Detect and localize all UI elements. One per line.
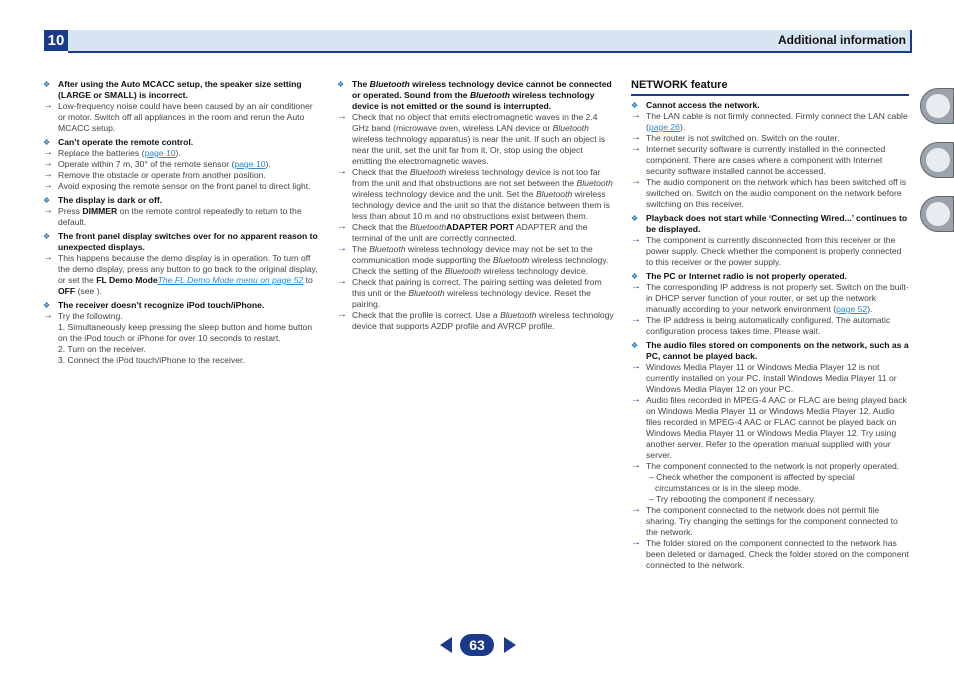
text-run: ). [96,286,102,296]
answer-item [337,167,615,222]
text-run: The corresponding IP address is not properly set. Switch on the built-in DHCP server function of your router, or set up the network manually according to your network environment ( [646,282,909,314]
answer-item [337,112,615,167]
text-run: Audio files recorded in MPEG-4 AAC or FLAC are being played back on Windows Media Player 11 or Windows Media Player 12. Audio files recorded in MPEG-4 AAC or FLAC cannot be played back on Windows Media Player 11 or Windows Media Player 12. Try using another server. Refer to the operation manual supplied with your server. [646,395,907,460]
header-rule [68,51,912,53]
arrow-bullet-icon: → [631,143,641,154]
text-run: ADAPTER and the [513,222,588,232]
step-item [43,344,320,355]
text-run: The display is dark or off. [58,195,163,205]
header-edge [910,30,912,51]
text-run: Bluetooth [576,178,613,188]
text-run: Can’t operate the remote control. [58,137,194,147]
question-heading [631,340,909,362]
arrow-bullet-icon: → [631,281,641,292]
page-navigator [438,634,518,656]
diamond-bullet-icon: ❖ [631,341,639,350]
answer-item [631,133,909,144]
page-link[interactable]: page 10 [234,159,266,169]
text-run: Bluetooth [492,255,530,265]
answer-item [631,362,909,395]
arrow-bullet-icon: → [43,147,53,158]
column-left [43,76,320,366]
text-run: Low-frequency noise could have been caused by an air conditioner or motor. Switch off all appliances in the room and rerun the Auto MCACC setup. [58,101,313,133]
arrow-bullet-icon: → [337,243,347,254]
question-heading [43,137,320,148]
text-run: – Try rebooting the component if necessary. [649,494,816,504]
text-run: Check that the [352,222,410,232]
arrow-bullet-icon: → [43,158,53,169]
arrow-bullet-icon: → [43,310,53,321]
text-run: The [352,79,370,89]
remote-icon[interactable] [920,142,954,178]
text-run: Playback does not start while ‘Connecting Wired...’ continues to be displayed. [646,213,908,234]
diamond-bullet-icon: ❖ [337,80,345,89]
page-link[interactable]: page 10 [144,148,176,158]
text-run: Cannot access the network. [646,100,760,110]
answer-item [43,253,320,297]
text-run: Avoid exposing the remote sensor on the front panel to direct light. [58,181,311,191]
text-run: wireless technology device may not be set to the communication mode supporting the [352,244,593,265]
text-run: to [303,275,313,285]
text-run: ADAPTER PORT [446,222,514,232]
question-heading [631,100,909,111]
question-heading [43,231,320,253]
arrow-bullet-icon: → [631,234,641,245]
page-link[interactable]: page 26 [648,122,680,132]
text-run: Check that the profile is correct. Use a [352,310,501,320]
answer-item [337,277,615,310]
text-run: wireless technology. Check the setting of the [352,255,609,276]
text-run: Bluetooth [444,266,482,276]
text-run: Bluetooth [409,222,447,232]
text-run: The [352,244,370,254]
arrow-bullet-icon: → [631,394,641,405]
text-run: Bluetooth [500,310,537,320]
answer-item [631,111,909,133]
answer-item [631,235,909,268]
arrow-bullet-icon: → [337,221,347,232]
column-middle [337,76,615,332]
chapter-number: 10 [44,30,68,51]
arrow-bullet-icon: → [337,276,347,287]
answer-item [43,181,320,192]
text-run: Internet security software is currently installed in the connected component. There are cases where a component with Internet security software installed cannot be accessed. [646,144,886,176]
diamond-bullet-icon: ❖ [43,232,51,241]
text-run: The folder stored on the component connected to the network has been deleted or damaged. Check the folder stored on the component connected to the network. [646,538,909,570]
answer-item [631,538,909,571]
text-run: The PC or Internet radio is not properly operated. [646,271,848,281]
arrow-bullet-icon: → [631,504,641,515]
text-run: Check that the [352,167,410,177]
text-run: Windows Media Player 11 or Windows Media Player 12 is not currently installed on your PC. Install Windows Media Player 11 or Windows Media Player 12 on your PC. [646,362,897,394]
answer-item [43,148,320,159]
diamond-bullet-icon: ❖ [631,101,639,110]
text-run: The component connected to the network is not properly operated. [646,461,900,471]
answer-item [43,170,320,181]
text-run: wireless technology device is not too far from the unit and that obstructions are not set between the [352,167,601,188]
question-heading [631,213,909,235]
text-run: The audio component on the network which has been switched off is switched on. Switch on the audio component on the network before switching on this receiver. [646,177,907,209]
column-right [631,76,909,571]
network-section-title: NETWORK feature [631,80,909,96]
text-run: FL Demo Mode [96,275,158,285]
book-icon[interactable] [920,88,954,124]
answer-item [337,310,615,332]
text-run: Operate within 7 m, 30° of the remote sensor ( [58,159,235,169]
step-item [43,355,320,366]
question-heading [43,300,320,311]
arrow-bullet-icon: → [337,111,347,122]
text-run: Bluetooth [409,167,447,177]
text-run: Press [58,206,83,216]
answer-item [631,144,909,177]
sub-item [631,494,909,505]
text-run: Bluetooth [535,189,573,199]
answer-item [631,315,909,337]
answer-item [631,505,909,538]
question-heading [337,79,615,112]
answer-item [43,159,320,170]
text-run: The IP address is being automatically configured. The automatic configuration process takes time. Please wait. [646,315,891,336]
text-run: wireless technology device. Reset the pairing. [352,288,591,309]
text-run: 1. Simultaneously keep pressing the sleep button and home button on the iPod touch or iPhone for over 10 seconds to restart. [58,322,313,343]
answer-item [337,244,615,277]
arrow-bullet-icon: → [43,180,53,191]
text-run: wireless technology device and the unit. Set the [352,189,536,199]
diamond-bullet-icon: ❖ [631,214,639,223]
text-run: wireless technology device is not emitted or the sound is interrupted. [352,90,595,111]
answer-item [631,177,909,210]
text-run: ). [265,159,271,169]
answer-item [631,461,909,472]
step-item [43,322,320,344]
diamond-bullet-icon: ❖ [43,80,51,89]
next-page-arrow-icon[interactable] [504,637,516,653]
text-run: Bluetooth [369,244,406,254]
text-run: DIMMER [82,206,118,216]
arrow-bullet-icon: → [631,176,641,187]
page-number: 63 [460,634,494,656]
text-run: The component connected to the network does not permit file sharing. Try changing the settings for the component connected to the network. [646,505,898,537]
question-heading [631,271,909,282]
text-run: ). [679,122,686,132]
text-run: Bluetooth [369,79,410,89]
text-run: Remove the obstacle or operate from another position. [58,170,266,180]
arrow-bullet-icon: → [631,314,641,325]
text-run: OFF [58,286,76,296]
text-run: The LAN cable is not firmly connected. Firmly connect the LAN cable ( [646,111,908,132]
arrow-bullet-icon: → [631,460,641,471]
text-run: The audio files stored on components on the network, such as a PC, cannot be played back. [646,340,909,361]
text-run: Bluetooth [408,288,445,298]
arrow-bullet-icon: → [631,361,641,372]
text-run: 2. Turn on the receiver. [58,344,146,354]
text-run: The front panel display switches over for no apparent reason to unexpected displays. [58,231,318,252]
previous-page-arrow-icon[interactable] [440,637,452,653]
diamond-bullet-icon: ❖ [631,272,639,281]
answer-item [337,222,615,244]
text-run: – Check whether the component is affected by special circumstances or is in the sleep mode. [649,472,855,493]
help-icon[interactable] [920,196,954,232]
answer-item [631,395,909,461]
text-run: terminal of the unit are correctly connected. [352,233,517,243]
text-run: wireless technology apparatus) is near the unit. If such an object is near the unit, set the unit far from it. Or, stop using the object emitting the electromagnetic waves. [352,134,606,166]
text-run: on the remote control repeatedly to return to the default. [58,206,302,227]
diamond-bullet-icon: ❖ [43,196,51,205]
text-run: Replace the batteries ( [58,148,145,158]
sub-item [631,472,909,494]
text-run: After using the Auto MCACC setup, the speaker size setting (LARGE or SMALL) is incorrect. [58,79,302,100]
text-run: wireless technology device. [481,266,589,276]
answer-item [43,206,320,228]
answer-item [43,311,320,322]
question-heading [43,79,320,101]
arrow-bullet-icon: → [631,537,641,548]
text-run: The router is not switched on. Switch on the router. [646,133,840,143]
text-run: Bluetooth [552,123,589,133]
question-heading [43,195,320,206]
text-run: Try the following. [58,311,123,321]
text-run: Check that pairing is correct. The pairing setting was deleted from this unit or the [352,277,602,298]
page-link[interactable]: The FL Demo Mode menu on page 52 [157,275,304,285]
arrow-bullet-icon: → [631,132,641,143]
answer-item [631,282,909,315]
arrow-bullet-icon: → [337,166,347,177]
text-run: wireless technology device and the unit so that the distance between them is less than about 10 m and no obstructions exist between them. [352,189,610,221]
text-run: Check that no object that emits electromagnetic waves in the 2.4 GHz band (microwave oven, wireless LAN device or [352,112,598,133]
arrow-bullet-icon: → [43,169,53,180]
diamond-bullet-icon: ❖ [43,301,51,310]
diamond-bullet-icon: ❖ [43,138,51,147]
text-run: wireless technology device cannot be connected or operated. Sound from the [352,79,612,100]
arrow-bullet-icon: → [43,100,53,111]
text-run: wireless technology device that supports A2DP profile and AVRCP profile. [352,310,614,331]
arrow-bullet-icon: → [337,309,347,320]
text-run: 3. Connect the iPod touch/iPhone to the receiver. [58,355,245,365]
page-link[interactable]: page 52 [836,304,868,314]
text-run: (see [75,286,97,296]
text-run: ). [867,304,873,314]
arrow-bullet-icon: → [43,252,53,263]
arrow-bullet-icon: → [43,205,53,216]
text-run: Bluetooth [469,90,511,100]
answer-item [43,101,320,134]
arrow-bullet-icon: → [631,110,641,121]
text-run: This happens because the demo display is in operation. To turn off the demo display, press any button to go back to the original display, or set the [58,253,318,285]
text-run: ). [175,148,181,158]
text-run: The component is currently disconnected from this receiver or the power supply. Check whether the component is properly connected to this receiver or the power supply. [646,235,902,267]
section-header-title: Additional information [778,33,906,47]
text-run: The receiver doesn’t recognize iPod touch/iPhone. [58,300,265,310]
